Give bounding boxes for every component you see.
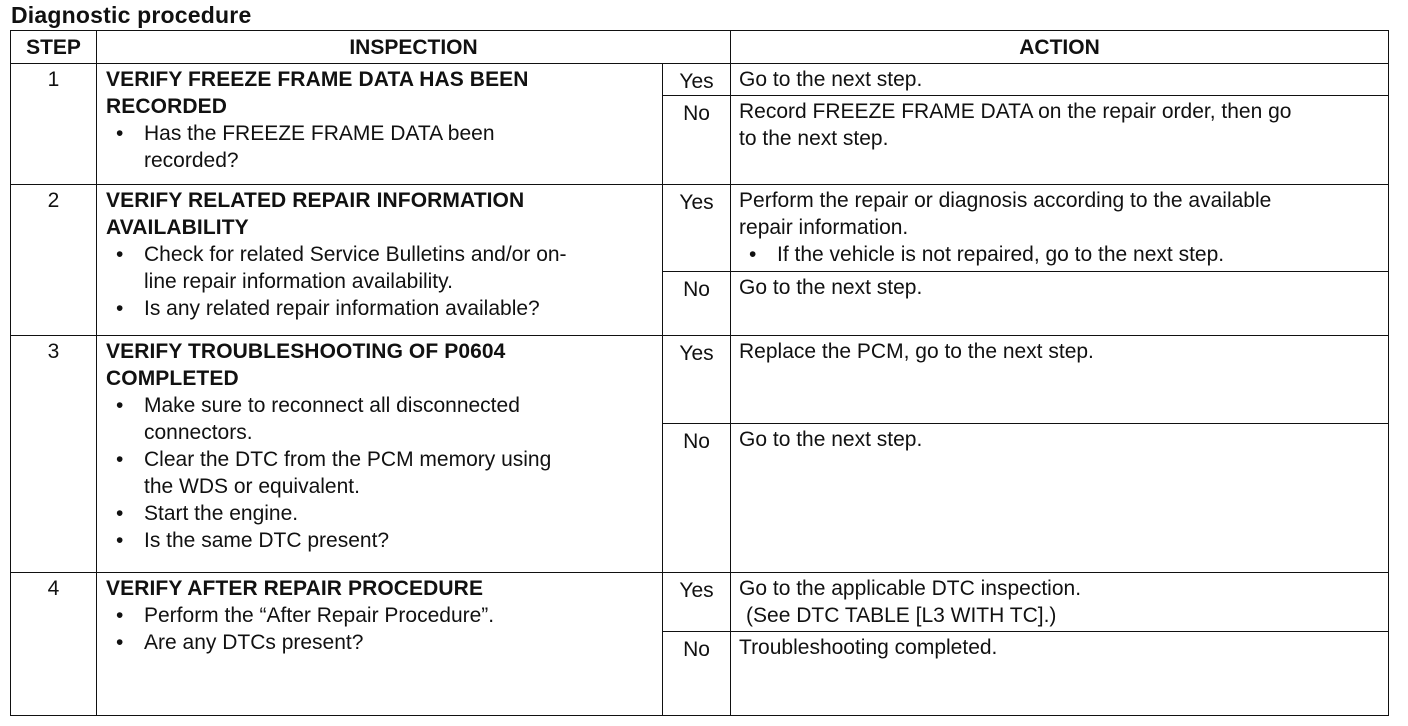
- yes-label: Yes: [663, 335, 731, 423]
- yes-action: Replace the PCM, go to the next step.: [731, 335, 1389, 423]
- action-bullet: • If the vehicle is not repaired, go to the next step.: [739, 241, 1380, 268]
- inspection-column-header: INSPECTION: [97, 31, 731, 64]
- inspection-heading: VERIFY FREEZE FRAME DATA HAS BEEN RECORDED: [106, 68, 529, 118]
- no-action: Troubleshooting completed.: [731, 631, 1389, 715]
- no-label: No: [663, 631, 731, 715]
- dtc-table-reference: (See DTC TABLE [L3 WITH TC].): [746, 603, 1057, 627]
- inspection-bullet: • Is the same DTC present?: [106, 527, 654, 554]
- inspection-bullet: • Check for related Service Bulletins and/or on- line repair information availability.: [106, 241, 654, 295]
- inspection-bullet: • Has the FREEZE FRAME DATA been recorded?: [106, 120, 654, 174]
- inspection-bullet: • Is any related repair information available?: [106, 295, 654, 322]
- yes-label: Yes: [663, 64, 731, 96]
- step-number: 4: [11, 572, 97, 715]
- step-number: 3: [11, 335, 97, 572]
- table-row: [11, 64, 1389, 96]
- diagnostic-procedure-table: [10, 30, 1389, 716]
- step-column-header: STEP: [11, 31, 97, 64]
- inspection-bullet: • Perform the “After Repair Procedure”.: [106, 602, 654, 629]
- step-number: 2: [11, 185, 97, 335]
- no-action: Record FREEZE FRAME DATA on the repair order, then go to the next step.: [731, 96, 1389, 185]
- inspection-bullets: [106, 120, 654, 174]
- page-title: Diagnostic procedure: [11, 2, 252, 28]
- yes-action: Go to the applicable DTC inspection. (See DTC TABLE [L3 WITH TC].): [731, 572, 1389, 631]
- inspection-heading: VERIFY AFTER REPAIR PROCEDURE: [106, 576, 484, 600]
- inspection-cell: [97, 185, 663, 335]
- inspection-cell: [97, 64, 663, 185]
- table-row: [11, 335, 1389, 423]
- inspection-bullets: [106, 602, 654, 656]
- table-row: [11, 185, 1389, 271]
- no-label: No: [663, 424, 731, 572]
- table-header-row: [11, 31, 1389, 64]
- inspection-bullet: • Clear the DTC from the PCM memory using the WDS or equivalent.: [106, 446, 654, 500]
- no-action: Go to the next step.: [731, 271, 1389, 335]
- no-label: No: [663, 271, 731, 335]
- inspection-bullet: • Start the engine.: [106, 500, 654, 527]
- inspection-bullets: [106, 392, 654, 554]
- no-label: No: [663, 96, 731, 185]
- no-action: Go to the next step.: [731, 424, 1389, 572]
- inspection-bullet: • Are any DTCs present?: [106, 629, 654, 656]
- yes-action: Go to the next step.: [731, 64, 1389, 96]
- inspection-cell: [97, 335, 663, 572]
- action-column-header: ACTION: [731, 31, 1389, 64]
- step-number: 1: [11, 64, 97, 185]
- table-row: [11, 572, 1389, 631]
- inspection-bullet: • Make sure to reconnect all disconnected connectors.: [106, 392, 654, 446]
- inspection-cell: [97, 572, 663, 715]
- yes-label: Yes: [663, 185, 731, 271]
- inspection-heading: VERIFY TROUBLESHOOTING OF P0604 COMPLETED: [106, 339, 506, 390]
- inspection-bullets: [106, 241, 654, 322]
- yes-action: Perform the repair or diagnosis according to the available repair information. • If the vehicle is not repaired, go to the next step.: [731, 185, 1389, 271]
- inspection-heading: VERIFY RELATED REPAIR INFORMATION AVAILABILITY: [106, 189, 525, 240]
- yes-label: Yes: [663, 572, 731, 631]
